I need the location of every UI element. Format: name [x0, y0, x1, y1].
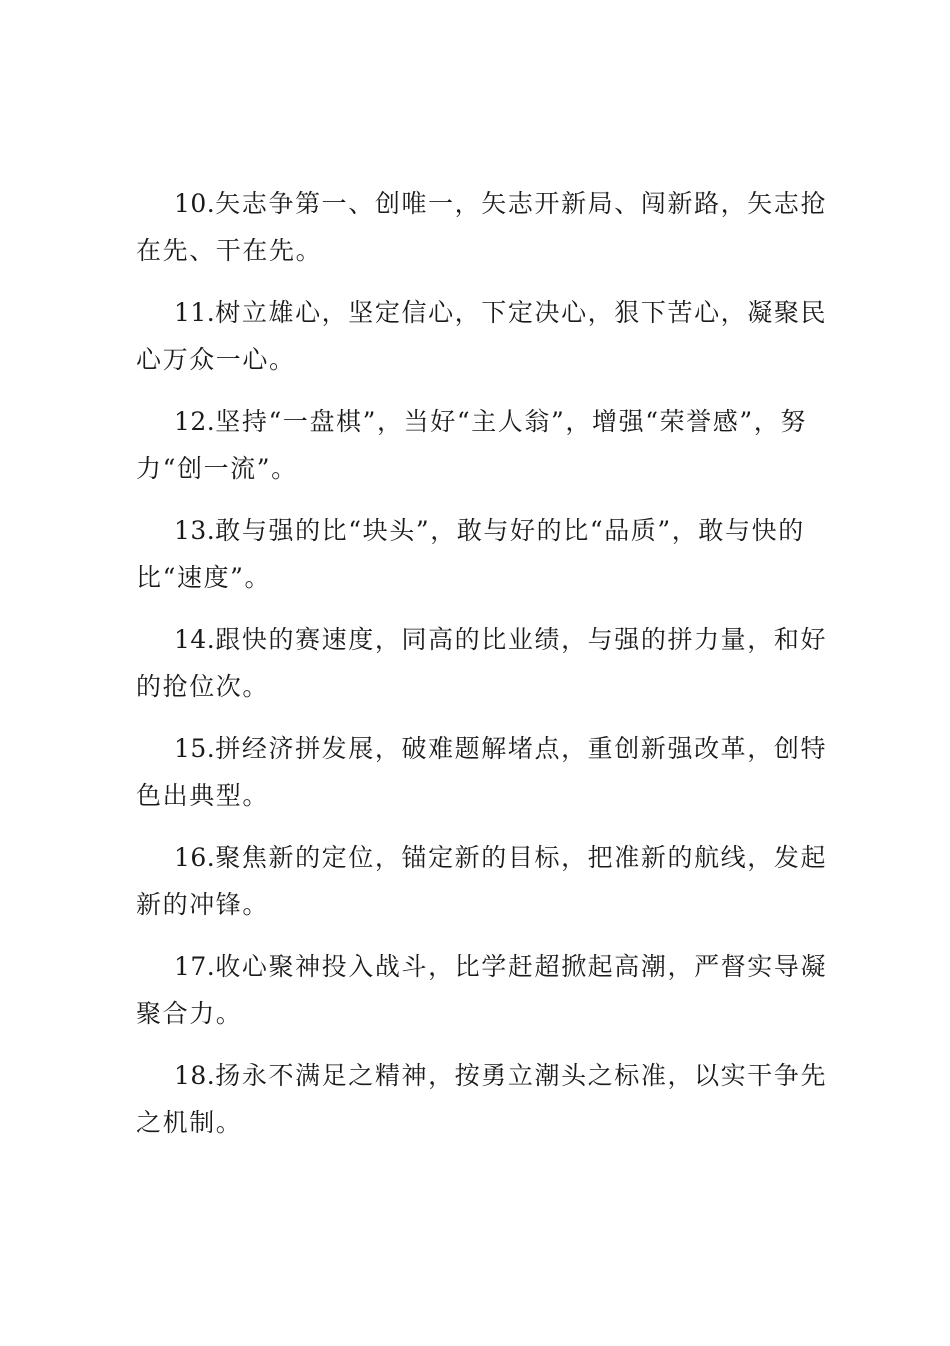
item-text: 聚焦新的定位，锚定新的目标，把准新的航线，发起新的冲锋。 — [136, 843, 828, 919]
item-number: 16. — [174, 843, 216, 872]
document-body — [136, 180, 838, 1161]
item-text: 敢与强的比“块头”，敢与好的比“品质”，敢与快的比“速度”。 — [136, 516, 805, 592]
item-number: 14. — [174, 625, 216, 654]
item-text: 坚持“一盘棋”，当好“主人翁”，增强“荣誉感”，努力“创一流”。 — [136, 407, 807, 483]
list-item — [136, 1052, 838, 1146]
item-number: 11. — [174, 298, 216, 327]
list-item — [136, 943, 838, 1037]
item-text: 跟快的赛速度，同高的比业绩，与强的拼力量，和好的抢位次。 — [136, 625, 828, 701]
list-item — [136, 725, 838, 819]
list-item — [136, 507, 838, 601]
item-text: 拼经济拼发展，破难题解堵点，重创新强改革，创特色出典型。 — [136, 734, 828, 810]
list-item — [136, 834, 838, 928]
item-number: 13. — [174, 516, 216, 545]
item-number: 12. — [174, 407, 216, 436]
list-item — [136, 616, 838, 710]
item-text: 树立雄心，坚定信心，下定决心，狠下苦心，凝聚民心万众一心。 — [136, 298, 828, 374]
item-text: 收心聚神投入战斗，比学赶超掀起高潮，严督实导凝聚合力。 — [136, 952, 828, 1028]
list-item — [136, 398, 838, 492]
item-number: 18. — [174, 1061, 216, 1090]
item-text: 矢志争第一、创唯一，矢志开新局、闯新路，矢志抢在先、干在先。 — [136, 189, 828, 265]
item-number: 15. — [174, 734, 216, 763]
item-number: 10. — [174, 189, 216, 218]
list-item — [136, 289, 838, 383]
item-text: 扬永不满足之精神，按勇立潮头之标准，以实干争先之机制。 — [136, 1061, 828, 1137]
list-item — [136, 180, 838, 274]
item-number: 17. — [174, 952, 216, 981]
